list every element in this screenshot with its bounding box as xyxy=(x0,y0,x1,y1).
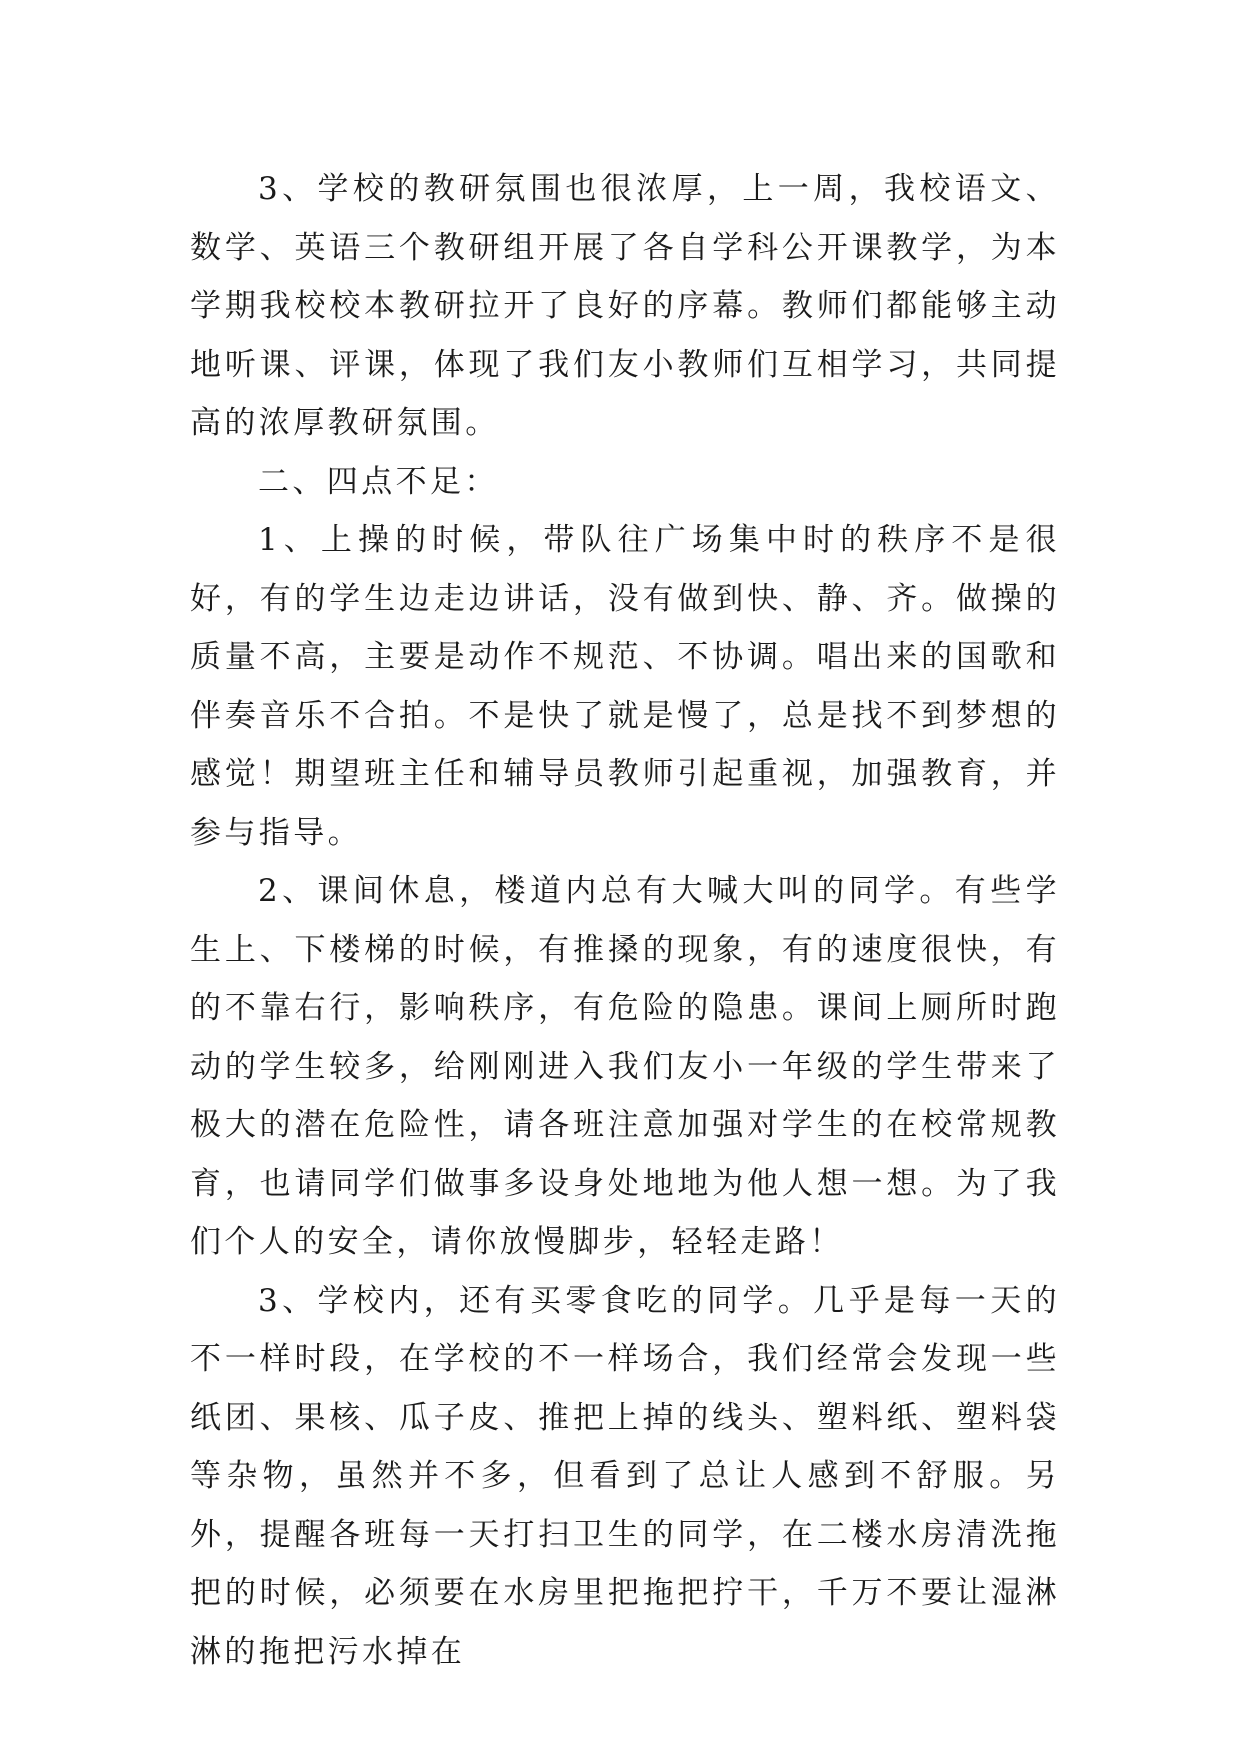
paragraph-teaching-research: 3、学校的教研氛围也很浓厚，上一周，我校语文、数学、英语三个教研组开展了各自学科公开课教学，为本学期我校校本教研拉开了良好的序幕。教师们都能够主动地听课、评课，体现了我们友小教师们互相学习，共同提高的浓厚教研氛围。 xyxy=(190,171,1060,441)
document-body xyxy=(190,160,1060,1681)
paragraph-campus-hygiene: 3、学校内，还有买零食吃的同学。几乎是每一天的不一样时段，在学校的不一样场合，我们经常会发现一些纸团、果核、瓜子皮、推把上掉的线头、塑料纸、塑料袋等杂物，虽然并不多，但看到了总让人感到不舒服。另外，提醒各班每一天打扫卫生的同学，在二楼水房清洗拖把的时候，必须要在水房里把拖把拧干，千万不要让湿淋淋的拖把污水掉在 xyxy=(190,1282,1060,1670)
paragraph-corridor-safety: 2、课间休息，楼道内总有大喊大叫的同学。有些学生上、下楼梯的时候，有推搡的现象，有的速度很快，有的不靠右行，影响秩序，有危险的隐患。课间上厕所时跑动的学生较多，给刚刚进入我们友小一年级的学生带来了极大的潜在危险性，请各班注意加强对学生的在校常规教育，也请同学们做事多设身处地地为他人想一想。为了我们个人的安全，请你放慢脚步，轻轻走路！ xyxy=(190,873,1060,1260)
section-heading-shortcomings: 二、四点不足： xyxy=(258,463,499,500)
paragraph-exercise-order: 1、上操的时候，带队往广场集中时的秩序不是很好，有的学生边走边讲话，没有做到快、静、齐。做操的质量不高，主要是动作不规范、不协调。唱出来的国歌和伴奏音乐不合拍。不是快了就是慢了，总是找不到梦想的感觉！期望班主任和辅导员教师引起重视，加强教育，并参与指导。 xyxy=(190,522,1060,851)
